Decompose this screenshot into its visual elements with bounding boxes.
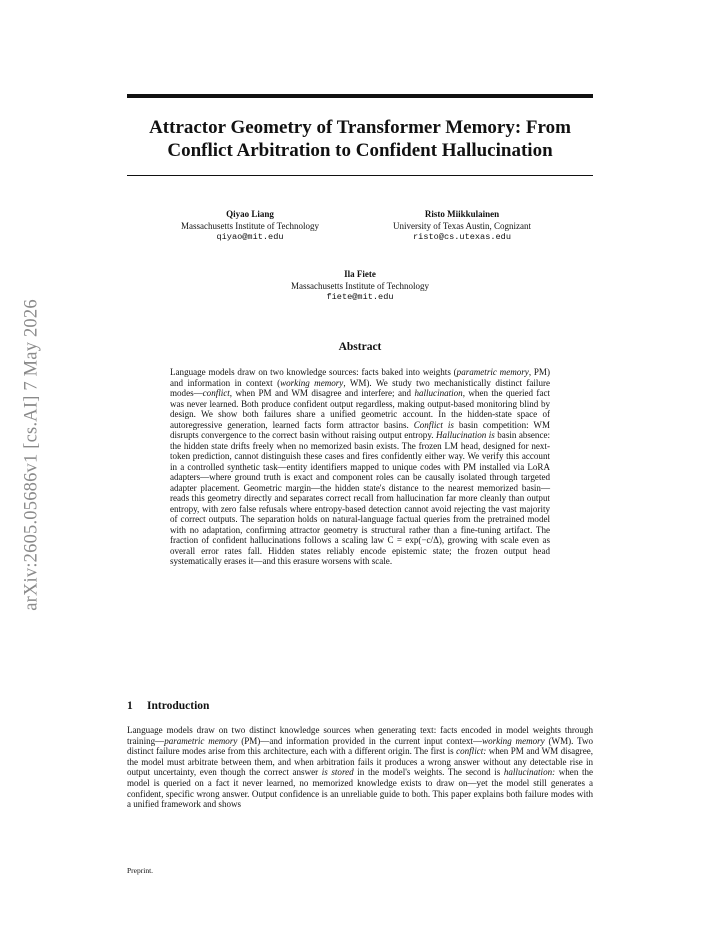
author-block [250, 269, 470, 304]
author-affiliation: Massachusetts Institute of Technology [181, 220, 319, 231]
author-name: Risto Miikkulainen [424, 209, 500, 219]
author-email[interactable]: risto@cs.utexas.edu [413, 232, 511, 242]
abstract-body: Language models draw on two knowledge sources: facts baked into weights (parametric memory, PM) and information in context (working memory, WM). We study two mechanistically distinct failure modes—conflict, when PM and WM disagree and interfere; and hallucination, when the queried fact was never learned. Both produce confident output regardless, making output-based monitoring blind by design. We show both failures share a unified geometric account. In the hidden-state space of autoregressive generation, learned facts form attractor basins. Conflict is basin competition: WM disrupts convergence to the correct basin without raising output entropy. Hallucination is basin absence: the hidden state drifts freely when no memorized basin exists. The frozen LM head, designed for next-token prediction, cannot distinguish these cases and fires confidently either way. We verify this account in a controlled synthetic task—entity identifiers mapped to unique codes with PM installed via LoRA adapters—where ground truth is exact and component roles can be causally isolated through targeted adapter placement. Geometric margin—the hidden state's distance to the nearest memorized basin—reads this geometry directly and separates correct recall from hallucination far more cleanly than output entropy, with zero false refusals where entropy-based detection cannot avoid rejecting the vast majority of correct outputs. The separation holds on natural-language factual queries from the pretrained model with no adaptation, confirming attractor geometry is structural rather than a fine-tuning artifact. The fraction of confident hallucinations follows a scaling law C = exp(−c/Δ), growing with scale even as overall error rates fall. Hidden states reliably encode epistemic state; the frozen output head systematically erases it—and this erasure worsens with scale. [170, 367, 551, 567]
author-block [150, 209, 350, 244]
author-name: Ila Fiete [344, 269, 376, 279]
abstract-heading: Abstract [338, 341, 382, 353]
author-block [346, 209, 578, 244]
author-email[interactable]: fiete@mit.edu [326, 292, 394, 302]
author-email[interactable]: qiyao@mit.edu [216, 232, 284, 242]
section-number: 1 [127, 700, 133, 712]
footer-note: Preprint. [127, 866, 154, 875]
title-rule-bottom [127, 175, 593, 176]
author-name: Qiyao Liang [226, 209, 274, 219]
section-title: Introduction [147, 700, 210, 712]
title-rule-top [127, 94, 593, 98]
section-heading [127, 700, 209, 712]
author-affiliation: University of Texas Austin, Cognizant [393, 220, 531, 231]
introduction-body: Language models draw on two distinct knowledge sources when generating text: facts encoded in model weights through training—parametric memory (PM)—and information provided in the current input context—working memory (WM). Two distinct failure modes arise from this architecture, each with a different origin. The first is conflict: when PM and WM disagree, the model must arbitrate between them, and when arbitration fails it produces a wrong answer without any detectable rise in output uncertainty, even though the correct answer is stored in the model's weights. The second is hallucination: when the model is queried on a fact it never learned, no memorized knowledge exists to draw on—yet the model still generates a confident, specific wrong answer. Output confidence is an unreliable guide to both. This paper explains both failure modes with a unified framework and shows [127, 725, 594, 810]
author-affiliation: Massachusetts Institute of Technology [291, 280, 429, 291]
paper-title: Attractor Geometry of Transformer Memory: From Conflict Arbitration to Confident Hallucination [149, 117, 571, 161]
arxiv-identifier: arXiv:2605.05686v1 [cs.AI] 7 May 2026 [21, 299, 42, 611]
